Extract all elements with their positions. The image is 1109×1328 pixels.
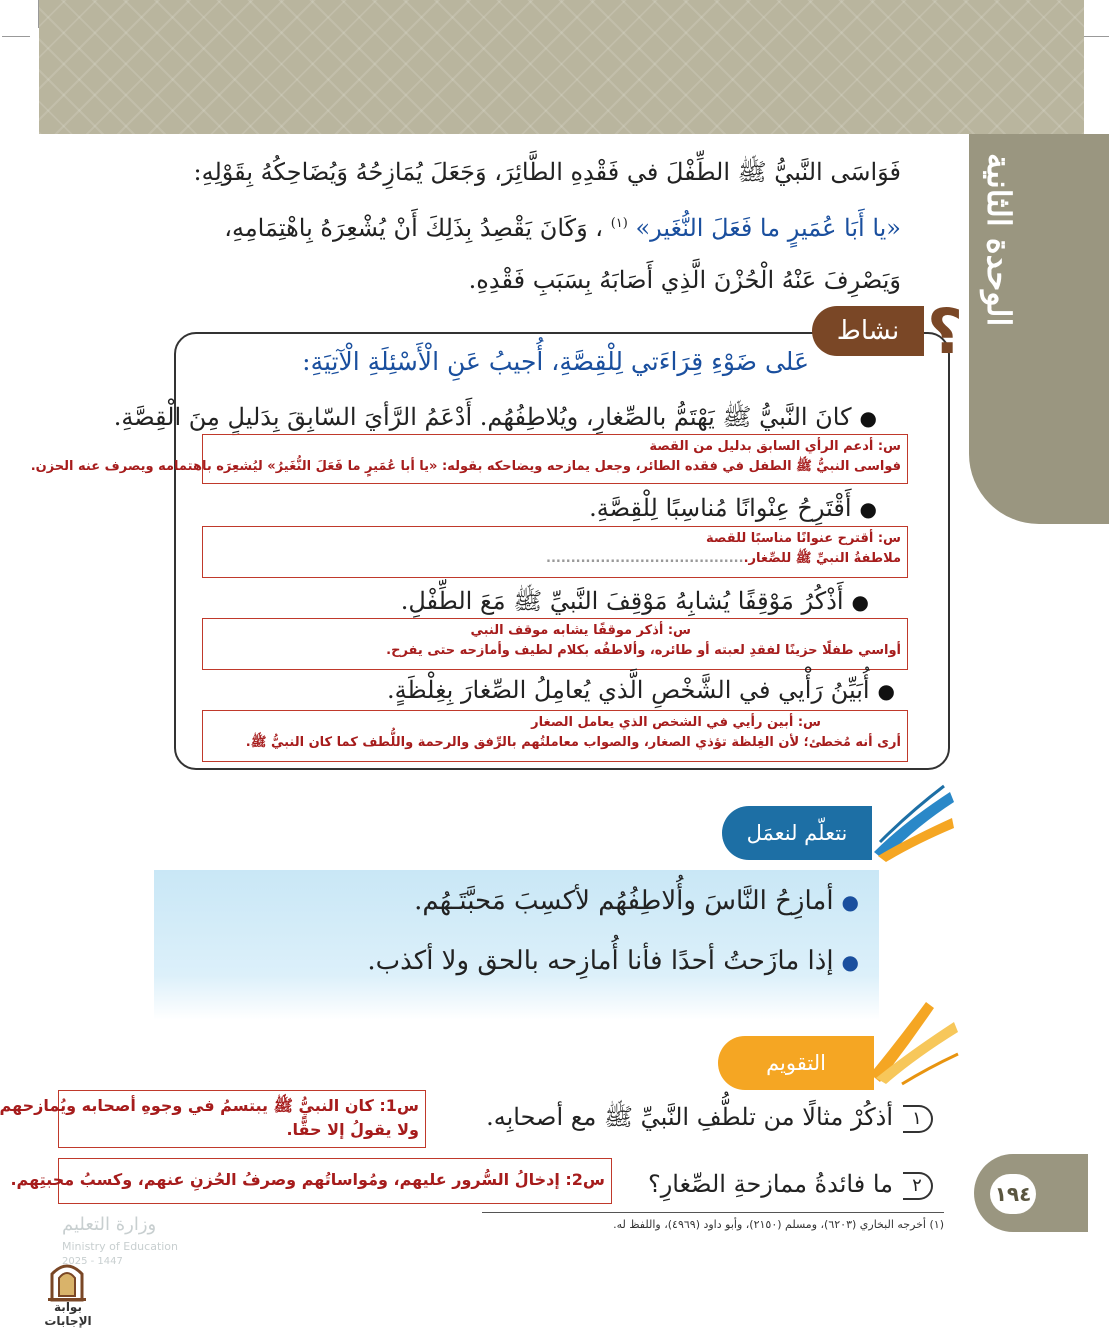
dotted-line: ........................................ [546,551,744,566]
evaluation-tag: التقويم [718,1036,874,1090]
answer-text: ملاطفةُ النبيِّ ﷺ للصِّغار. [743,551,901,566]
activity-question-2: ●أَقْتَرِحُ عِنْوانًا مُناسِبًا لِلْقِصَّةِ. [589,494,877,522]
site-label[interactable]: بوابة الإجابات [44,1300,92,1328]
unit-title: الوحدة الثانية [980,153,1018,327]
bullet-icon: ● [841,950,859,974]
crop-mark [2,36,30,37]
question-number: ١ [903,1105,933,1133]
footnote-mark[interactable]: (١) [610,216,628,231]
answer-question: س: أدعم الرأي السابق بدليل من القصة [649,439,901,454]
bullet-icon: ● [859,406,877,430]
learn-tag: نتعلّم لنعمَل [722,806,872,860]
open-book-icon [864,782,960,868]
answer-question: س: أبين رأيي في الشخص الذي يعامل الصغار [531,715,821,730]
activity-instruction: عَلى ضَوْءِ قِرَاءَتي لِلْقِصَّةِ، أُجيبُ عَنِ الْأَسْئِلَةِ الْآتِيَةِ: [302,347,809,376]
answer-text: أرى أنه مُخطئ؛ لأن الغِلظة تؤذي الصغار، والصواب معاملتُهم بالرِّفق والرحمة واللُّطف كما كان النبيُّ ﷺ. [245,735,901,750]
activity-question-4: ●أُبَيِّنُ رَأْيي في الشَّخْصِ الَّذي يُعامِلُ الصِّغارَ بِغِلْظَةٍ. [386,676,895,704]
answer-question: س: أذكر موقفًا يشابه موقف النبي [470,623,691,638]
bullet-icon: ● [851,590,869,614]
evaluation-question-1: ١أذكُرْ مثالًا من تلطُّفِ النَّبيِّ ﷺ مع أصحابِه. [486,1102,933,1137]
evaluation-question-2: ٢ما فائدةُ ممازحةِ الصِّغارِ؟ [648,1170,933,1200]
ministry-watermark-year: 2025 - 1447 [62,1256,123,1267]
header-band [39,0,1084,134]
bullet-icon: ● [859,497,877,521]
question-number: ٢ [903,1172,933,1200]
answer-box-2[interactable] [202,526,908,578]
bullet-icon: ● [877,679,895,703]
evaluation-answer-2[interactable]: س2: إدخالُ السُّرور عليهم، ومُواساتُهم وصرفُ الحُزنِ عنهم، وكسبُ محبتِهم. [58,1158,612,1204]
learn-point-1: ●أمازِحُ النَّاسَ وأُلاطِفُهُم لأكسِبَ مَحبَّتَـهُم. [414,886,859,916]
activity-question-3: ●أَذْكُرُ مَوْقِفًا يُشابِهُ مَوْقِفَ النَّبيِّ ﷺ مَعَ الطِّفْلِ. [400,587,869,615]
site-logo-icon [42,1256,92,1302]
ministry-watermark-ar: وزارة التعليم [62,1214,157,1235]
ministry-watermark-en: Ministry of Education [62,1240,179,1253]
crop-mark [1082,36,1109,37]
footnote-rule [482,1212,944,1213]
question-mark-icon: ؟ [927,295,963,368]
answer-text: أواسي طفلًا حزينًا لفقدِ لعبته أو طائره، وألاطفُه بكلام لطيف وأمازحه حتى يفرح. [386,643,901,658]
intro-line-1: فَوَاسَى النَّبيُّ ﷺ الطِّفْلَ في فَقْدِهِ الطَّائِرَ، وَجَعَلَ يُمَازِحُهُ وَيُضَاحِكُهُ بِقَوْلِهِ: [193,158,901,186]
intro-paragraph [181,146,901,306]
activity-tag: نشاط [812,306,924,356]
bullet-icon: ● [841,890,859,914]
answer-text: فواسى النبيُّ ﷺ الطفل في فقده الطائر، وجعل يمازحه ويضاحكه بقوله: «يا أبا عُمَيرٍ ما فَعَلَ النُّغَيرُ» ليُشعِرَه باهتمامه ويصرف عنه الحزن. [30,459,901,474]
open-book-icon [862,994,962,1088]
answer-box-1[interactable] [30,434,908,484]
hadith-quote: «يا أَبَا عُمَيرٍ ما فَعَلَ النُّغَير» [635,214,901,242]
evaluation-answer-1[interactable]: س1: كان النبيُّ ﷺ يبتسمُ في وجوهِ أصحابه ويُمازحهم ولا يقولُ إلا حقًّا. [58,1090,426,1148]
answer-box-3[interactable] [202,618,908,670]
intro-line-2 [181,198,901,254]
intro-line-2-rest: ، وَكَانَ يَقْصِدُ بِذَلِكَ أَنْ يُشْعِرَهُ بِاهْتِمَامِهِ، [224,214,604,242]
learn-point-2: ●إذا مازَحتُ أحدًا فأنا أُمازِحه بالحق ولا أكذب. [367,946,859,976]
page-number: ١٩٤ [990,1174,1036,1214]
footnote: (١) أخرجه البخاري (٦٢٠٣)، ومسلم (٢١٥٠)، وأبو داود (٤٩٦٩)، واللفظ له. [613,1218,944,1231]
answer-box-4[interactable] [202,710,908,762]
answer-question: س: أقترح عنوانًا مناسبًا للقصة [706,531,901,546]
intro-line-3: وَيَصْرِفَ عَنْهُ الْحُزْنَ الَّذِي أَصَابَهُ بِسَبَبِ فَقْدِهِ. [468,266,901,294]
activity-question-1: ●كانَ النَّبيُّ ﷺ يَهْتَمُّ بالصِّغارِ، ويُلاطِفُهُم. أَدْعَمُ الرَّأيَ السّابِقَ بِدَليلٍ مِنَ الْقِصَّةِ. [113,403,877,431]
